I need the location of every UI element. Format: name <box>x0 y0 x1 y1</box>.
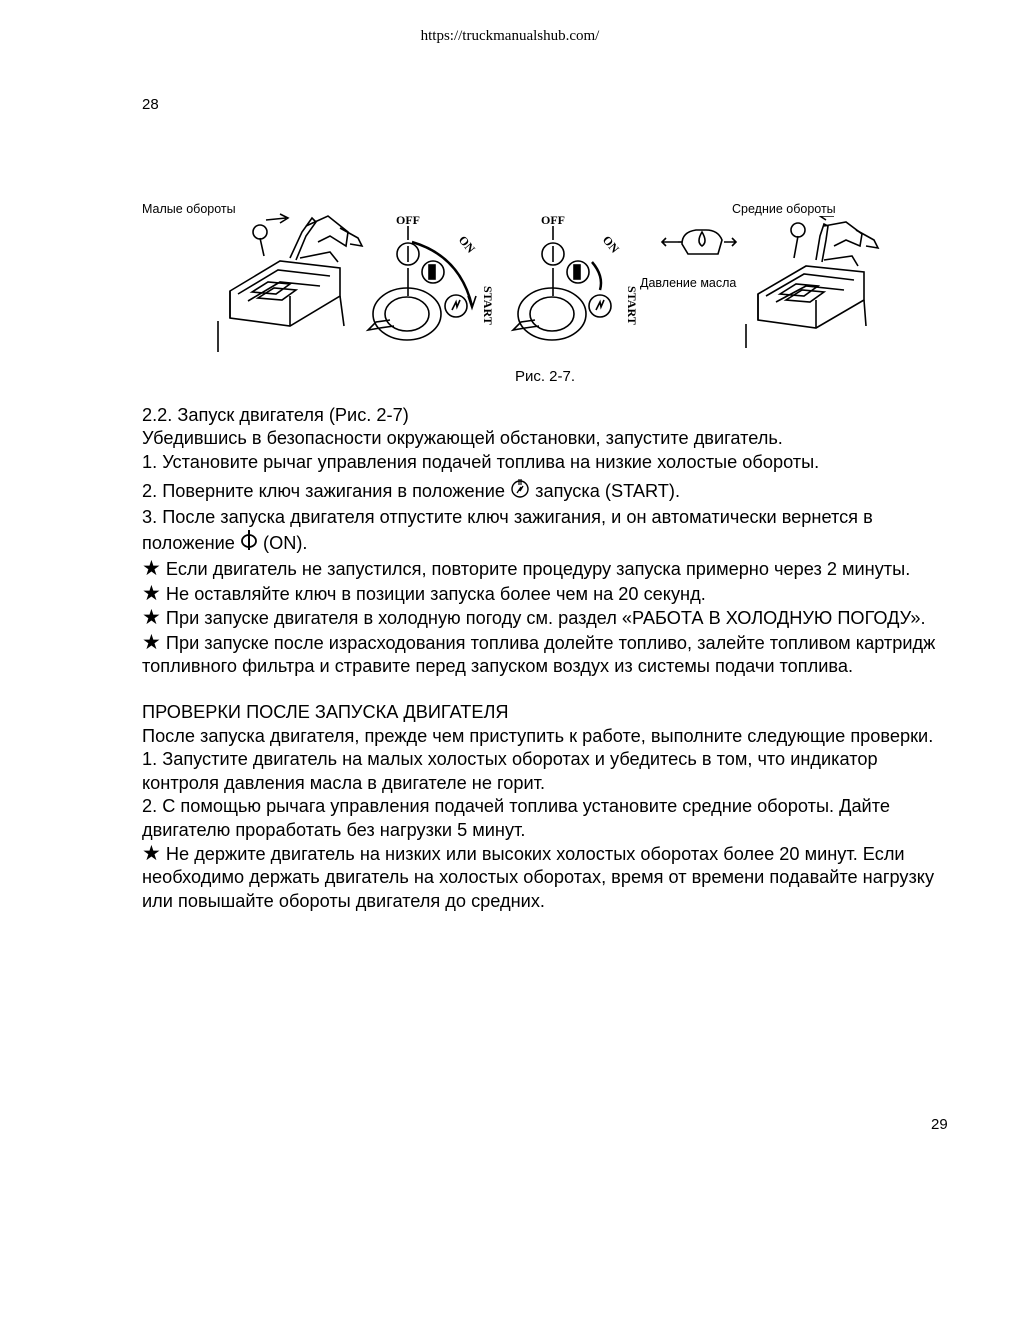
checks-title: ПРОВЕРКИ ПОСЛЕ ЗАПУСКА ДВИГАТЕЛЯ <box>142 702 509 723</box>
star-icon: ★ <box>142 581 161 605</box>
check-2: 2. С помощью рычага управления подачей топлива установите средние обороты. Дайте двигателю проработать без нагрузки 5 минут. <box>142 796 890 840</box>
check-note-text: Не держите двигатель на низких или высоких холостых оборотах более 20 минут. Если необходимо держать двигатель на холостых оборотах, время от времени подавайте нагрузку или повышайте обороты двигателя до средних. <box>142 843 935 911</box>
switch-2-off-label: OFF <box>541 213 565 227</box>
low-idle-lever-illustration <box>218 214 362 352</box>
note-4-text: При запуске после израсходования топлива долейте топливо, залейте топливом картридж топливного фильтра и стравите перед запуском воздух из системы подачи топлива. <box>142 632 936 677</box>
figure-caption: Рис. 2-7. <box>514 368 576 385</box>
star-icon: ★ <box>142 557 161 581</box>
note-1-text: Если двигатель не запустился, повторите процедуру запуска примерно через 2 минуты. <box>165 559 911 580</box>
medium-speed-lever-illustration <box>746 212 878 348</box>
check-note <box>142 842 952 913</box>
switch-1-on-label: ON <box>455 232 478 256</box>
note-2-text: Не оставляйте ключ в позиции запуска более чем на 20 секунд. <box>165 583 706 604</box>
step-3 <box>142 506 952 558</box>
step-3-text-b: (ON). <box>263 533 308 554</box>
page-number-left: 28 <box>142 96 159 113</box>
main-text <box>142 404 952 913</box>
note-4 <box>142 631 952 679</box>
medium-speed-label: Средние обороты <box>732 202 836 216</box>
oil-pressure-icon <box>662 230 736 254</box>
note-3 <box>142 606 952 630</box>
source-url: https://truckmanualshub.com/ <box>420 28 600 44</box>
start-position-icon <box>510 477 530 505</box>
section-intro: Убедившись в безопасности окружающей обстановки, запустите двигатель. <box>142 428 783 449</box>
star-icon: ★ <box>142 606 161 630</box>
switch-1-start-label: START <box>481 286 495 325</box>
check-1: 1. Запустите двигатель на малых холостых оборотах и убедитесь в том, что индикатор контроля давления масла в двигателе не горит. <box>142 749 878 793</box>
star-icon: ★ <box>142 630 161 654</box>
ignition-switch-2 <box>513 226 611 340</box>
step-1: 1. Установите рычаг управления подачей топлива на низкие холостые обороты. <box>142 451 820 472</box>
low-idle-label: Малые обороты <box>142 202 236 216</box>
figure-drawing <box>130 196 890 361</box>
star-icon: ★ <box>142 841 161 865</box>
step-2-text-b: запуска (START). <box>535 481 681 502</box>
note-2 <box>142 582 952 606</box>
switch-1-off-label: OFF <box>396 213 420 227</box>
step-2-text-a: 2. Поверните ключ зажигания в положение <box>142 481 505 502</box>
step-3-text-a: 3. После запуска двигателя отпустите ключ зажигания, и он автоматически вернется в положение <box>142 506 873 554</box>
checks-intro: После запуска двигателя, прежде чем приступить к работе, выполните следующие проверки. <box>142 725 934 746</box>
on-position-icon <box>240 529 258 557</box>
switch-2-on-label: ON <box>599 232 622 256</box>
page-number-right: 29 <box>931 1116 948 1133</box>
switch-2-start-label: START <box>625 286 639 325</box>
note-3-text: При запуске двигателя в холодную погоду см. раздел «РАБОТА В ХОЛОДНУЮ ПОГОДУ». <box>165 608 926 629</box>
section-title: 2.2. Запуск двигателя (Рис. 2-7) <box>142 405 409 425</box>
note-1 <box>142 557 952 581</box>
figure-2-7 <box>130 196 890 361</box>
step-2 <box>142 477 952 505</box>
oil-pressure-label: Давление масла <box>640 276 737 290</box>
